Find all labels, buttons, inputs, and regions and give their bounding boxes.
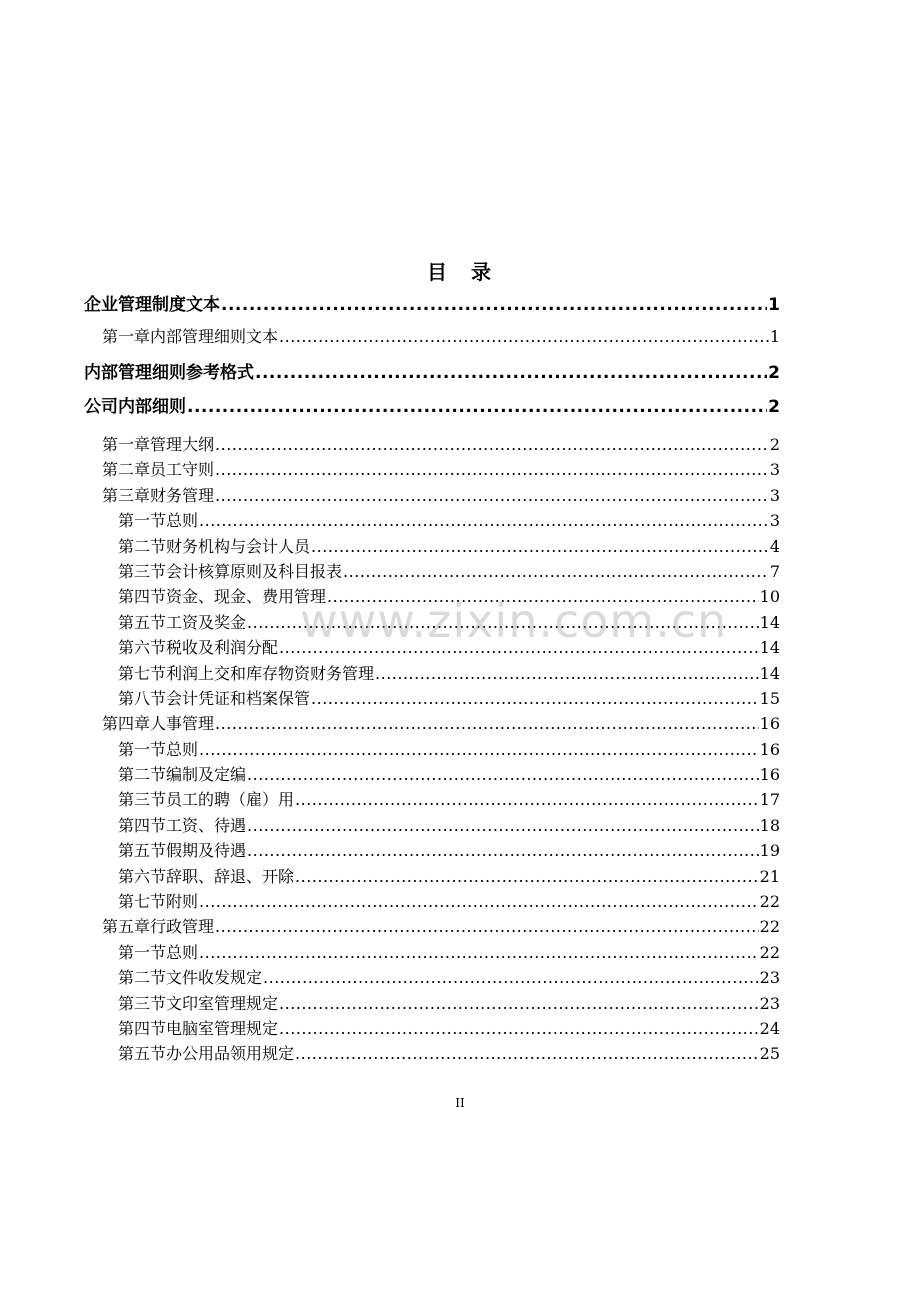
dot-leader [343, 559, 769, 584]
toc-entry-section[interactable] [84, 635, 780, 660]
toc-page-number: 3 [769, 460, 780, 480]
toc-page-number: 25 [759, 1044, 780, 1064]
toc-page-number: 14 [759, 612, 780, 632]
toc-entry-section[interactable] [84, 864, 780, 889]
dot-leader [247, 762, 759, 787]
dot-leader [375, 661, 759, 686]
toc-page-number: 1 [768, 295, 780, 315]
toc-entry-number: 第一节 [118, 511, 167, 531]
toc-entry-number: 第二节 [118, 968, 167, 988]
toc-entry-chapter[interactable] [84, 432, 780, 457]
toc-entry-section[interactable] [84, 1041, 780, 1066]
toc-entry-label: 假期及待遇 [166, 841, 247, 861]
toc-entry-label: 税收及利润分配 [166, 638, 279, 658]
toc-entry-number: 第五节 [118, 1044, 167, 1064]
toc-entry-number: 第三节 [118, 790, 167, 810]
toc-entry-chapter[interactable] [84, 711, 780, 736]
toc-page-number: 2 [768, 397, 780, 417]
toc-entry-label: 会计凭证和档案保管 [166, 688, 311, 708]
dot-leader [199, 508, 769, 533]
toc-entry-number: 第一章 [102, 327, 151, 346]
dot-leader [247, 838, 759, 863]
toc-entry-number: 第二节 [118, 765, 167, 785]
toc-page-number: 16 [759, 739, 780, 759]
watermark-text: www.zixin.com.cn [300, 594, 728, 648]
toc-entry-number: 第八节 [118, 688, 167, 708]
toc-entry-label: 员工守则 [150, 460, 215, 480]
toc-entry-level0[interactable] [84, 288, 780, 320]
toc-entry-section[interactable] [84, 534, 780, 559]
toc-entry-number: 第四章 [102, 714, 151, 734]
toc-entry-label: 办公用品领用规定 [166, 1044, 295, 1064]
toc-page-number: 22 [759, 942, 780, 962]
page-footer-number: II [455, 1096, 465, 1110]
toc-entry-label: 公司内部细则 [84, 397, 186, 417]
dot-leader [199, 889, 759, 914]
toc-entry-label: 财务管理 [150, 485, 215, 505]
toc-page-number: 21 [759, 866, 780, 886]
toc-entry-section[interactable] [84, 965, 780, 990]
dot-leader [199, 737, 759, 762]
toc-entry-number: 第三节 [118, 993, 167, 1013]
dot-leader [187, 390, 767, 424]
toc-entry-number: 第二节 [118, 536, 167, 556]
toc-entry-section[interactable] [84, 686, 780, 711]
toc-title: 目 录 [427, 260, 493, 284]
dot-leader [279, 991, 759, 1016]
toc-page-number: 18 [759, 815, 780, 835]
toc-entry-label: 会计核算原则及科目报表 [166, 561, 343, 581]
toc-page-number: 4 [769, 536, 780, 556]
toc-entry-number: 第四节 [118, 815, 167, 835]
toc-page-number: 10 [759, 587, 780, 607]
toc-entry-number: 第五章 [102, 917, 151, 937]
toc-entry-level0[interactable] [84, 356, 780, 390]
toc-page-number: 23 [759, 968, 780, 988]
dot-leader [215, 483, 769, 508]
toc-entry-number: 第一节 [118, 942, 167, 962]
toc-entry-label: 总则 [166, 739, 199, 759]
toc-entry-section[interactable] [84, 737, 780, 762]
toc-entry-number: 第一节 [118, 739, 167, 759]
toc-entry-number: 第六节 [118, 866, 167, 886]
toc-entry-number: 第五节 [118, 612, 167, 632]
toc-entry-section[interactable] [84, 1016, 780, 1041]
toc-page-number: 22 [759, 892, 780, 912]
dot-leader [311, 686, 759, 711]
dot-leader [295, 864, 759, 889]
toc-entry-label: 人事管理 [150, 714, 215, 734]
toc-entry-label: 财务机构与会计人员 [166, 536, 311, 556]
toc-entry-label: 资金、现金、费用管理 [166, 587, 327, 607]
toc-entry-number: 第三章 [102, 485, 151, 505]
toc-entry-chapter[interactable] [84, 320, 780, 356]
toc-page-number: 22 [759, 917, 780, 937]
toc-entry-section[interactable] [84, 661, 780, 686]
dot-leader [279, 635, 759, 660]
toc-entry-section[interactable] [84, 813, 780, 838]
table-of-contents [84, 288, 780, 1067]
toc-page-number: 16 [759, 765, 780, 785]
toc-entry-number: 第一章 [102, 435, 151, 454]
toc-entry-label: 附则 [166, 892, 199, 912]
toc-entry-section[interactable] [84, 991, 780, 1016]
dot-leader [247, 610, 759, 635]
toc-entry-label: 辞职、辞退、开除 [166, 866, 295, 886]
toc-entry-label: 利润上交和库存物资财务管理 [166, 663, 375, 683]
toc-page-number: 24 [759, 1018, 780, 1038]
toc-page-number: 23 [759, 993, 780, 1013]
toc-page-number: 7 [769, 561, 780, 581]
toc-entry-label: 管理大纲 [150, 435, 215, 454]
toc-entry-label: 工资、待遇 [166, 815, 247, 835]
toc-entry-chapter[interactable] [84, 457, 780, 482]
toc-entry-section[interactable] [84, 838, 780, 863]
toc-entry-section[interactable] [84, 610, 780, 635]
toc-page-number: 14 [759, 663, 780, 683]
toc-entry-label: 内部管理细则参考格式 [84, 363, 254, 383]
toc-page-number: 2 [768, 363, 780, 383]
toc-entry-chapter[interactable] [84, 914, 780, 939]
toc-entry-number: 第四节 [118, 587, 167, 607]
toc-entry-section[interactable] [84, 584, 780, 609]
toc-entry-number: 第七节 [118, 892, 167, 912]
toc-page-number: 3 [769, 511, 780, 531]
dot-leader [221, 288, 767, 322]
dot-leader [295, 1041, 759, 1066]
toc-entry-number: 第五节 [118, 841, 167, 861]
toc-entry-label: 总则 [166, 511, 199, 531]
dot-leader [199, 940, 759, 965]
toc-entry-section[interactable] [84, 940, 780, 965]
toc-entry-number: 第六节 [118, 638, 167, 658]
dot-leader [247, 813, 759, 838]
toc-entry-label: 文件收发规定 [166, 968, 263, 988]
toc-page-number: 19 [759, 841, 780, 861]
dot-leader [255, 356, 767, 390]
toc-entry-label: 行政管理 [150, 917, 215, 937]
toc-entry-number: 第二章 [102, 460, 151, 480]
toc-page-number: 14 [759, 638, 780, 658]
toc-page-number: 15 [759, 688, 780, 708]
dot-leader [295, 787, 759, 812]
toc-page-number: 16 [759, 714, 780, 734]
toc-entry-label: 文印室管理规定 [166, 993, 279, 1013]
toc-page-number: 17 [759, 790, 780, 810]
toc-entry-section[interactable] [84, 508, 780, 533]
toc-entry-section[interactable] [84, 889, 780, 914]
dot-leader [215, 432, 769, 457]
dot-leader [311, 534, 769, 559]
dot-leader [327, 584, 759, 609]
dot-leader [279, 1016, 759, 1041]
toc-entry-number: 第四节 [118, 1018, 167, 1038]
toc-entry-label: 企业管理制度文本 [84, 295, 220, 315]
dot-leader [215, 711, 759, 736]
dot-leader [263, 965, 759, 990]
toc-entry-number: 第七节 [118, 663, 167, 683]
toc-entry-label: 电脑室管理规定 [166, 1018, 279, 1038]
toc-entry-label: 总则 [166, 942, 199, 962]
toc-entry-number: 第三节 [118, 561, 167, 581]
toc-entry-label: 编制及定编 [166, 765, 247, 785]
dot-leader [279, 320, 769, 354]
toc-page-number: 3 [769, 485, 780, 505]
dot-leader [215, 914, 759, 939]
toc-entry-section[interactable] [84, 787, 780, 812]
toc-entry-chapter[interactable] [84, 483, 780, 508]
toc-entry-section[interactable] [84, 559, 780, 584]
toc-entry-level0[interactable] [84, 390, 780, 424]
toc-entry-label: 员工的聘（雇）用 [166, 790, 295, 810]
toc-page-number: 1 [769, 327, 780, 346]
toc-entry-label: 内部管理细则文本 [150, 327, 279, 346]
toc-entry-label: 工资及奖金 [166, 612, 247, 632]
toc-entry-section[interactable] [84, 762, 780, 787]
toc-page-number: 2 [769, 435, 780, 454]
dot-leader [215, 457, 769, 482]
